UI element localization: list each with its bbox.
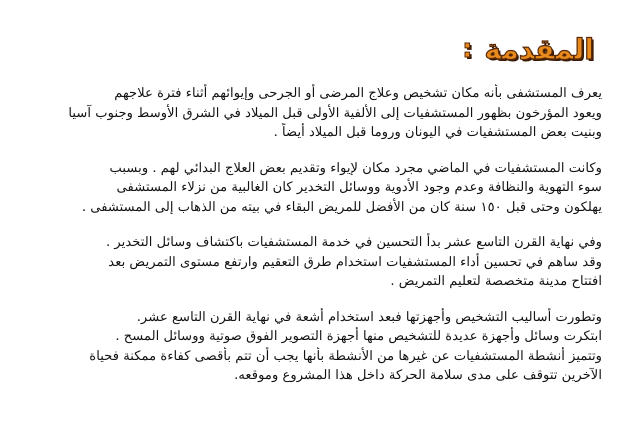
title-row (462, 28, 594, 70)
text-line: ويعود المؤرخون بظهور المستشفيات إلى الألفية الأولى قبل الميلاد في الشرق الأوسط وجنوب آسيا (68, 105, 602, 121)
paragraph-3 (32, 233, 602, 292)
text-line: وقد ساهم في تحسين أداء المستشفيات استخدام طرق التعقيم وارتفع مستوى التمريض بعد (108, 254, 602, 270)
body-text (32, 84, 602, 402)
text-line: يهلكون وحتى قبل ١٥٠ سنة كان من الأفضل للمريض البقاء في بيته من الذهاب إلى المستشفى . (81, 199, 602, 215)
paragraph-2 (32, 159, 602, 218)
text-line: افتتاح مدينة متخصصة لتعليم التمريض . (390, 274, 602, 289)
text-line: وكانت المستشفيات في الماضي مجرد مكان لإيواء وتقديم بعض العلاج البدائي لهم . وبسبب (109, 160, 602, 176)
text-line: الآخرين تتوقف على مدى سلامة الحركة داخل هذا المشروع وموقعه. (234, 368, 602, 383)
paragraph-4 (32, 308, 602, 386)
text-line: وبنيت بعض المستشفيات في اليونان وروما قبل الميلاد أيضاً . (273, 125, 602, 140)
text-line: يعرف المستشفى بأنه مكان تشخيص وعلاج المرضى أو الجرحى وإيوائهم أثناء فترة علاجهم (114, 86, 602, 101)
title-colon: : (462, 34, 473, 64)
text-line: وتطورت أساليب التشخيص وأجهزتها فبعد استخدام أشعة في نهاية القرن التاسع عشر. (136, 309, 602, 325)
text-line: وتتميز أنشطة المستشفيات عن غيرها من الأنشطة بأنها يجب أن تتم بأقصى كفاءة ممكنة فحياة (89, 348, 602, 364)
text-line: سوء التهوية والنظافة وعدم وجود الأدوية ووسائل التخدير كان الغالبية من نزلاء المستشفى (116, 180, 602, 195)
paragraph-1 (32, 84, 602, 143)
text-line: ابتكرت وسائل وأجهزة عديدة للتشخيص منها أجهزة التصوير الفوق صوتية ووسائل المسح . (115, 329, 602, 344)
text-line: وفي نهاية القرن التاسع عشر بدأ التحسين في خدمة المستشفيات باكتشاف وسائل التخدير . (106, 235, 602, 250)
slide-title: المقدمة (484, 32, 594, 66)
